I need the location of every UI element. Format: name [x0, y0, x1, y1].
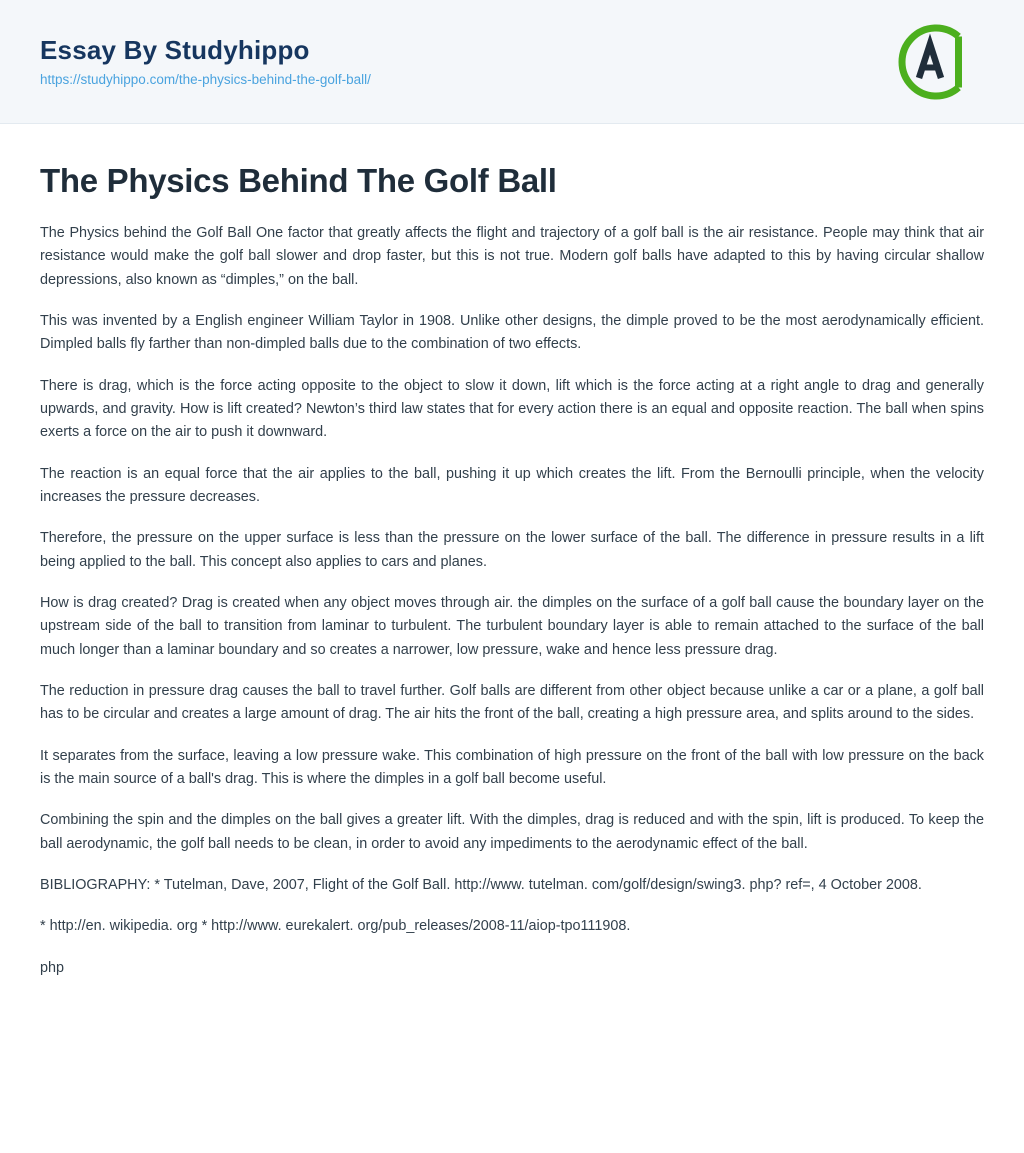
letter-a-circle-logo-icon: [884, 16, 976, 108]
site-header: [0, 0, 1024, 124]
brand-block: [40, 34, 371, 87]
article-paragraph: The reduction in pressure drag causes the ball to travel further. Golf balls are different from other object because unlike a car or a plane, a golf ball has to be circular and creates a large amount of drag. The air hits the front of the ball, creating a high pressure area, and splits around to the sides.: [40, 682, 984, 723]
article-paragraph: The reaction is an equal force that the air applies to the ball, pushing it up which creates the lift. From the Bernoulli principle, when the velocity increases the pressure decreases.: [40, 465, 984, 505]
article-paragraph: It separates from the surface, leaving a low pressure wake. This combination of high pressure on the front of the ball with low pressure on the back is the main source of a ball's drag. This is where the dimples in a golf ball become useful.: [40, 747, 984, 787]
article-paragraph: Combining the spin and the dimples on the ball gives a greater lift. With the dimples, drag is reduced and with the spin, lift is produced. To keep the ball aerodynamic, the golf ball needs to be clean, in order to avoid any impediments to the aerodynamic effect of the ball.: [40, 812, 984, 852]
article-body: [0, 124, 1024, 1020]
article-paragraph: This was invented by a English engineer William Taylor in 1908. Unlike other designs, the dimple proved to be the most aerodynamically efficient. Dimpled balls fly farther than non-dimpled balls due to the combination of two effects.: [40, 312, 984, 353]
article-bibliography: BIBLIOGRAPHY: * Tutelman, Dave, 2007, Flight of the Golf Ball. http://www. tutelman. com/golf/design/swing3. php? ref=, 4 October 2008.: [40, 876, 922, 893]
article-paragraph: The Physics behind the Golf Ball One factor that greatly affects the flight and trajectory of a golf ball is the air resistance. People may think that air resistance would make the golf ball slower and drop faster, but this is not true. Modern golf balls have adapted to this by having circular shallow depressions, also known as “dimples,” on the ball.: [40, 225, 984, 288]
site-brand-title: Essay By Studyhippo: [40, 34, 310, 65]
article-paragraph: There is drag, which is the force acting opposite to the object to slow it down, lift which is the force acting at a right angle to drag and generally upwards, and gravity. How is lift created? Newton’s third law states that for every action there is an equal and opposite reaction. The ball when spins exerts a force on the air to push it downward.: [40, 377, 984, 441]
article-source-link[interactable]: https://studyhippo.com/the-physics-behind-the-golf-ball/: [40, 71, 371, 87]
article-bibliography: * http://en. wikipedia. org * http://www. eurekalert. org/pub_releases/2008-11/aiop-tpo111908.: [40, 918, 631, 935]
page-title: The Physics Behind The Golf Ball: [40, 162, 557, 199]
article-bibliography: php: [40, 959, 65, 976]
article-paragraph: Therefore, the pressure on the upper surface is less than the pressure on the lower surface of the ball. The difference in pressure results in a lift being applied to the ball. This concept also applies to cars and planes.: [40, 530, 984, 570]
article-paragraph: How is drag created? Drag is created when any object moves through air. the dimples on the surface of a golf ball cause the boundary layer on the upstream side of the ball to transition from laminar to turbulent. The turbulent boundary layer is able to remain attached to the surface of the ball much longer than a laminar boundary and so creates a narrower, low pressure, wake and hence less pressure drag.: [40, 594, 984, 658]
